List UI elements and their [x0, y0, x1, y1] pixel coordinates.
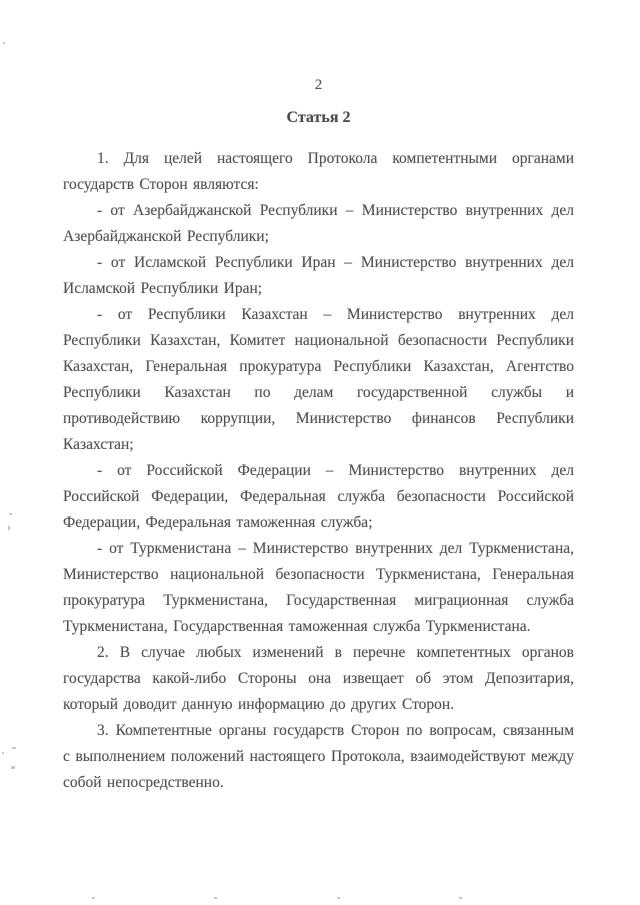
article-body	[63, 146, 574, 796]
paragraph-list-item-azerbaijan: - от Азербайджанской Республики – Министерство внутренних дел Азербайджанской Республики;	[63, 202, 574, 245]
scan-artifact	[92, 897, 95, 899]
scan-artifact	[11, 766, 15, 769]
scan-artifact	[9, 513, 12, 515]
paragraph-3: 3. Компетентные органы государств Сторон по вопросам, связанным с выполнением положений настоящего Протокола, взаимодействуют между собой непосредственно.	[63, 722, 574, 791]
paragraph-1: 1. Для целей настоящего Протокола компетентными органами государств Сторон являются:	[63, 150, 574, 193]
paragraph-list-item-russia: - от Российской Федерации – Министерство внутренних дел Российской Федерации, Федеральная служба безопасности Российской Федерации, Федеральная таможенная служба;	[63, 462, 574, 531]
scan-artifact	[8, 526, 10, 530]
scan-artifact	[459, 897, 462, 899]
scan-artifact	[12, 747, 16, 749]
article-heading: Статья 2	[286, 109, 351, 126]
paragraph-list-item-iran: - от Исламской Республики Иран – Министерство внутренних дел Исламской Республики Иран;	[63, 254, 574, 297]
scan-artifact	[214, 897, 217, 899]
page-content	[63, 0, 574, 796]
paragraph-list-item-kazakhstan: - от Республики Казахстан – Министерство внутренних дел Республики Казахстан, Комитет национальной безопасности Республики Казахстан, Генеральная прокуратура Республики Казахстан, Агентство Республики Казахстан по делам государственной службы и противодействию коррупции, Министерство финансов Республики Казахстан;	[63, 306, 574, 453]
scan-artifact	[337, 897, 340, 899]
paragraph-2: 2. В случае любых изменений в перечне компетентных органов государства какой-либо Стороны она извещает об этом Депозитария, который доводит данную информацию до других Сторон.	[63, 644, 574, 713]
scan-artifact	[3, 42, 5, 44]
page-number: 2	[314, 77, 323, 93]
paragraph-list-item-turkmenistan: - от Туркменистана – Министерство внутренних дел Туркменистана, Министерство национальной безопасности Туркменистана, Генеральная прокуратура Туркменистана, Государственная миграционная служба Туркменистана, Государственная таможенная служба Туркменистана.	[63, 540, 574, 635]
scan-artifact	[2, 752, 4, 754]
